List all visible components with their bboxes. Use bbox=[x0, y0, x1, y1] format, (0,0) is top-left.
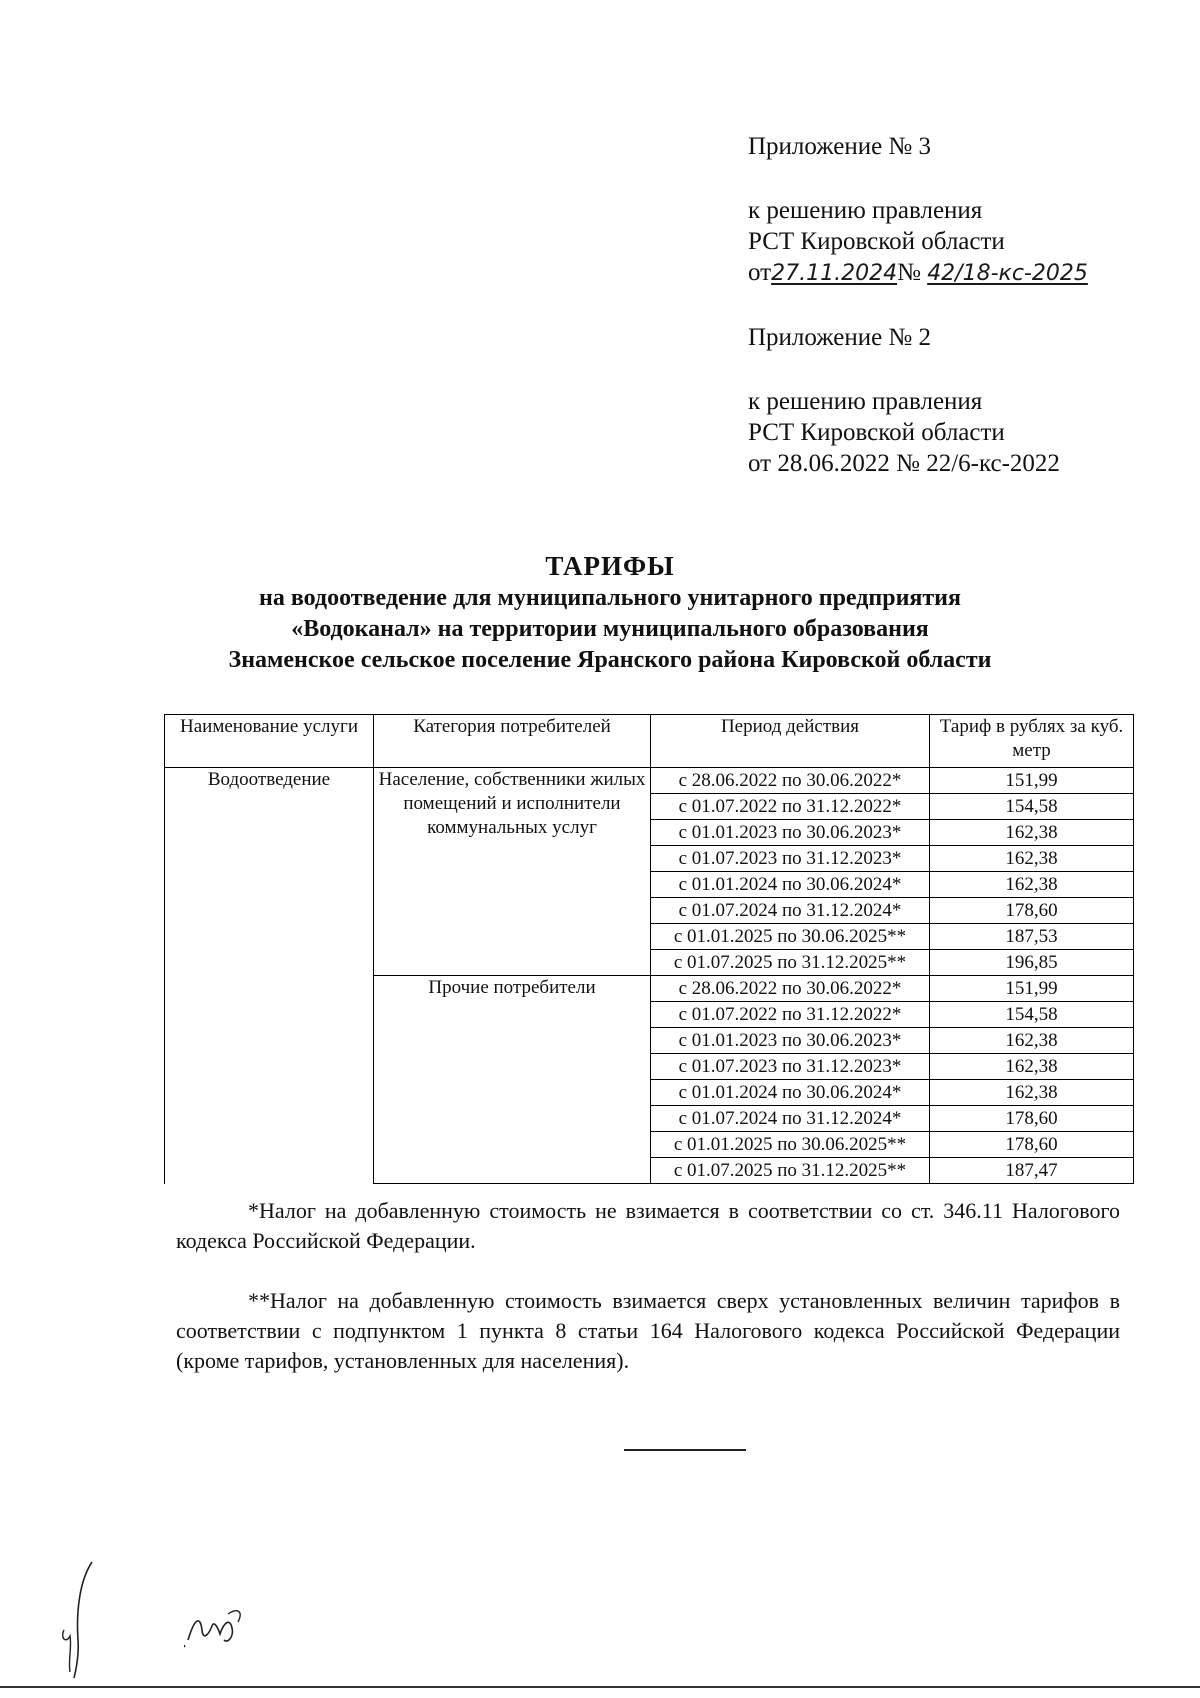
tariff-cell: 151,99 bbox=[930, 976, 1134, 1002]
tariff-cell: 162,38 bbox=[930, 846, 1134, 872]
footnote-2: **Налог на добавленную стоимость взимается сверх установленных величин тарифов в соответствии с подпунктом 1 пункта 8 статьи 164 Налогового кодекса Российской Федерации (кроме тарифов, установленных для населения). bbox=[176, 1288, 1120, 1373]
heading-line3: Знаменское сельское поселение Яранского района Кировской области bbox=[228, 647, 992, 673]
period-cell: с 01.01.2025 по 30.06.2025** bbox=[651, 924, 930, 950]
header-tariff: Тариф в рублях за куб. метр bbox=[930, 715, 1134, 768]
appendix-2-title: Приложение № 2 bbox=[748, 324, 932, 351]
appendix-2-line1: к решению правления bbox=[748, 388, 983, 415]
tariff-cell: 162,38 bbox=[930, 1054, 1134, 1080]
handwritten-date: 27.11.2024 bbox=[771, 261, 898, 286]
footnotes bbox=[176, 1196, 1120, 1376]
appendix-3-number-prefix: № bbox=[897, 259, 921, 286]
footnote-1: *Налог на добавленную стоимость не взимается в соответствии со ст. 346.11 Налогового кодекса Российской Федерации. bbox=[176, 1198, 1120, 1253]
heading-line2: «Водоканал» на территории муниципального образования bbox=[291, 616, 929, 642]
tariff-table bbox=[164, 714, 1134, 1184]
table-header-row bbox=[165, 715, 1134, 768]
tariff-cell: 162,38 bbox=[930, 820, 1134, 846]
appendix-3-line1: к решению правления bbox=[748, 197, 983, 224]
period-cell: с 01.01.2023 по 30.06.2023* bbox=[651, 1028, 930, 1054]
header-category: Категория потребителей bbox=[374, 715, 651, 768]
tariff-cell: 178,60 bbox=[930, 1132, 1134, 1158]
tariff-cell: 162,38 bbox=[930, 872, 1134, 898]
tariff-cell: 187,53 bbox=[930, 924, 1134, 950]
period-cell: с 01.07.2025 по 31.12.2025** bbox=[651, 1158, 930, 1184]
appendix-3-block bbox=[748, 131, 1088, 479]
tariff-cell: 187,47 bbox=[930, 1158, 1134, 1184]
period-cell: с 01.07.2023 по 31.12.2023* bbox=[651, 846, 930, 872]
tariff-cell: 154,58 bbox=[930, 794, 1134, 820]
tariff-cell: 196,85 bbox=[930, 950, 1134, 976]
period-cell: с 01.07.2022 по 31.12.2022* bbox=[651, 1002, 930, 1028]
tariff-cell: 162,38 bbox=[930, 1080, 1134, 1106]
signature-mark-icon bbox=[58, 1560, 98, 1680]
header-period: Период действия bbox=[651, 715, 930, 768]
period-cell: с 01.01.2024 по 30.06.2024* bbox=[651, 1080, 930, 1106]
period-cell: с 01.01.2023 по 30.06.2023* bbox=[651, 820, 930, 846]
bottom-scan-line bbox=[0, 1686, 1200, 1688]
appendix-3-date-line bbox=[748, 257, 1088, 289]
tariff-cell: 178,60 bbox=[930, 1106, 1134, 1132]
handwritten-initials-icon bbox=[184, 1600, 264, 1650]
period-cell: с 01.01.2024 по 30.06.2024* bbox=[651, 872, 930, 898]
tariff-cell: 154,58 bbox=[930, 1002, 1134, 1028]
tariff-cell: 151,99 bbox=[930, 768, 1134, 794]
period-cell: с 01.07.2025 по 31.12.2025** bbox=[651, 950, 930, 976]
category-cell-1: Население, собственники жилых помещений и исполнители коммунальных услуг bbox=[374, 768, 651, 976]
period-cell: с 01.07.2024 по 31.12.2024* bbox=[651, 898, 930, 924]
category-cell-2: Прочие потребители bbox=[374, 976, 651, 1184]
appendix-3-line2: РСТ Кировской области bbox=[748, 228, 1005, 255]
handwritten-number: 42/18-кс-2025 bbox=[927, 261, 1088, 286]
tariff-cell: 178,60 bbox=[930, 898, 1134, 924]
heading-line1: на водоотведение для муниципального унитарного предприятия bbox=[259, 585, 961, 611]
header-service: Наименование услуги bbox=[165, 715, 374, 768]
appendix-2-line2: РСТ Кировской области bbox=[748, 419, 1005, 446]
period-cell: с 01.07.2022 по 31.12.2022* bbox=[651, 794, 930, 820]
period-cell: с 28.06.2022 по 30.06.2022* bbox=[651, 768, 930, 794]
end-rule bbox=[624, 1449, 746, 1451]
period-cell: с 01.01.2025 по 30.06.2025** bbox=[651, 1132, 930, 1158]
period-cell: с 01.07.2023 по 31.12.2023* bbox=[651, 1054, 930, 1080]
appendix-3-title: Приложение № 3 bbox=[748, 133, 932, 160]
tariff-cell: 162,38 bbox=[930, 1028, 1134, 1054]
period-cell: с 28.06.2022 по 30.06.2022* bbox=[651, 976, 930, 1002]
appendix-3-from-prefix: от bbox=[748, 259, 772, 286]
document-heading bbox=[160, 549, 1060, 676]
heading-title: ТАРИФЫ bbox=[545, 551, 675, 581]
period-cell: с 01.07.2024 по 31.12.2024* bbox=[651, 1106, 930, 1132]
appendix-2-line3: от 28.06.2022 № 22/6-кс-2022 bbox=[748, 450, 1060, 477]
service-cell: Водоотведение bbox=[165, 768, 374, 1184]
table-row bbox=[165, 768, 1134, 794]
